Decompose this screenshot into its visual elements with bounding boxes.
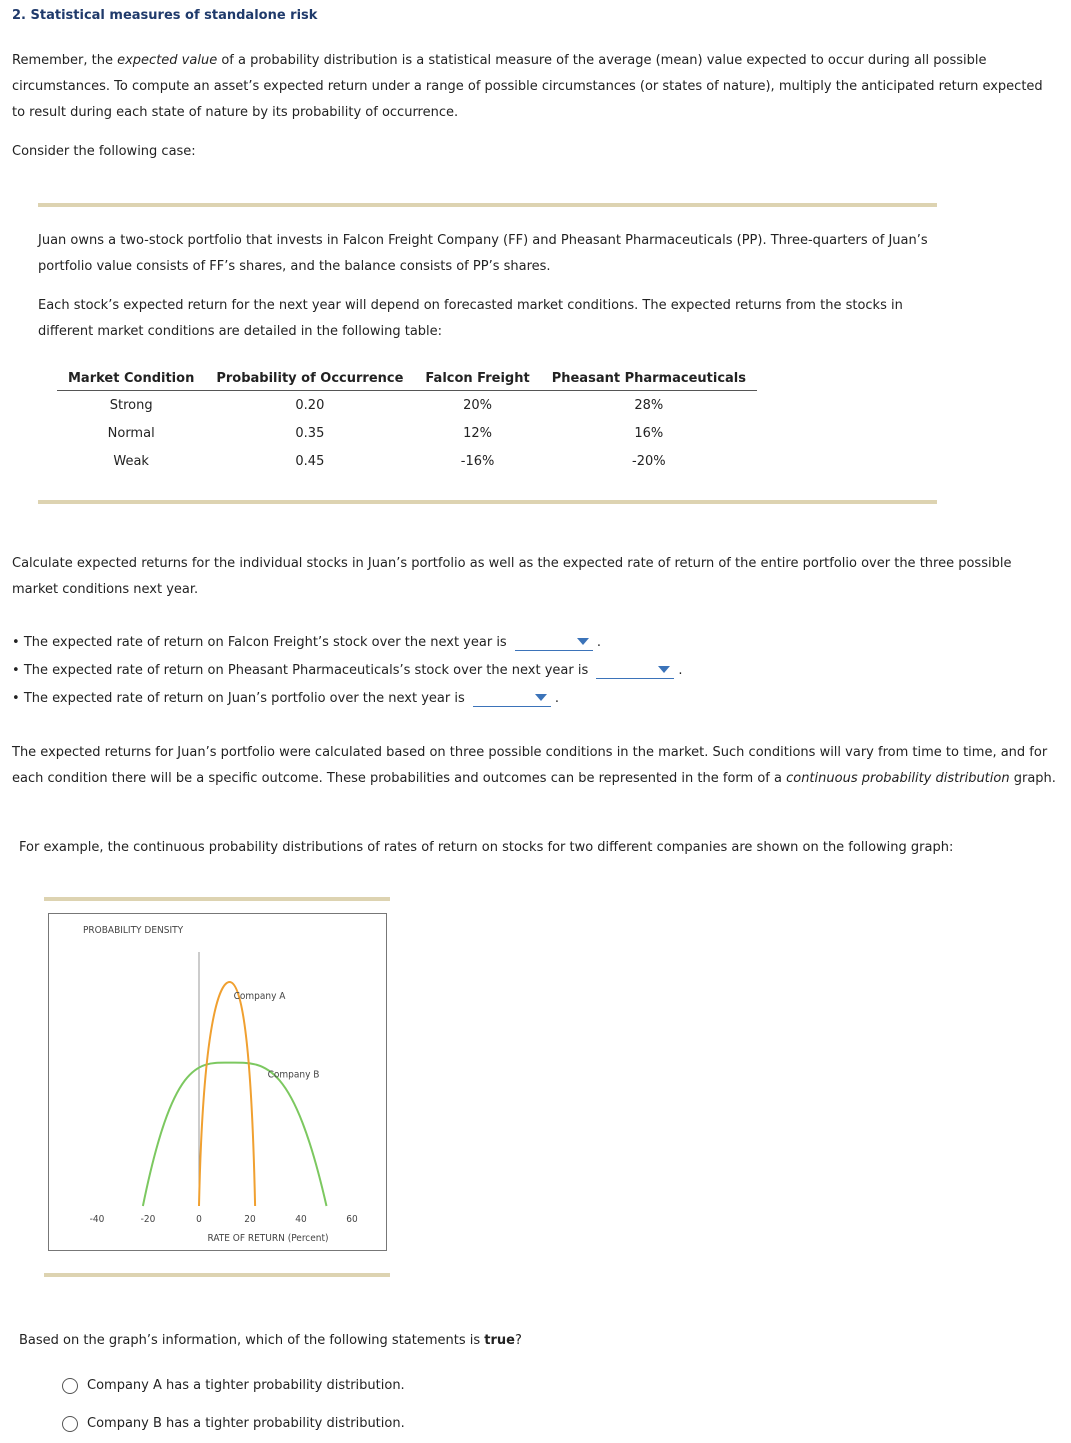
- continuous-text-2: graph.: [1009, 771, 1056, 786]
- intro-paragraph: [12, 48, 1052, 126]
- bullet-pp: • The expected rate of return on Pheasant Pharmaceuticals’s stock over the next year is .: [12, 663, 683, 678]
- x-tick-label: 40: [295, 1214, 307, 1225]
- case-paragraph-1: Juan owns a two-stock portfolio that invests in Falcon Freight Company (FF) and Pheasant Pharmaceuticals (PP). Three-quarters of Juan’s portfolio value consists of FF’s shares, and the balance consists of PP’s shares.: [38, 233, 928, 274]
- cell-condition: Weak: [113, 453, 149, 469]
- x-tick-label: -20: [140, 1214, 156, 1225]
- cell-condition: Strong: [109, 397, 153, 413]
- x-axis-label: RATE OF RETURN (Percent): [207, 1233, 329, 1244]
- question-bold: true: [484, 1333, 515, 1348]
- cell-probability: 0.20: [295, 397, 325, 413]
- bullet-portfolio-text: The expected rate of return on Juan’s portfolio over the next year is: [23, 691, 465, 706]
- intro-text-2: of a probability distribution is a statistical measure of the average (mean) value expected to occur during all possible circumstances. To compute an asset’s expected return under a range of possible circumstances (or states of nature), multiply the anticipated return expected to result during each state of nature by its probability of occurrence.: [12, 53, 1043, 120]
- option-a-label[interactable]: Company A has a tighter probability distribution.: [87, 1378, 405, 1393]
- company-a-label: Company A: [233, 991, 286, 1002]
- cell-ff: 12%: [463, 425, 493, 441]
- question-pre: Based on the graph’s information, which of the following statements is: [19, 1333, 485, 1348]
- example-text: For example, the continuous probability distributions of rates of return on stocks for two different companies are shown on the following graph:: [19, 840, 954, 855]
- continuous-emphasis: continuous probability distribution: [786, 771, 1010, 786]
- continuous-paragraph: [12, 740, 1057, 792]
- option-b-radio[interactable]: [62, 1416, 78, 1432]
- cell-pp: -20%: [632, 453, 666, 469]
- x-tick-label: -40: [89, 1214, 105, 1225]
- chevron-down-icon: [658, 666, 670, 673]
- cell-condition: Normal: [107, 425, 155, 441]
- y-axis-label: PROBABILITY DENSITY: [83, 925, 184, 936]
- cell-probability: 0.35: [295, 425, 325, 441]
- intro-text-1: Remember, the: [12, 53, 118, 68]
- company-b-curve: [143, 1063, 327, 1206]
- section-title: 2. Statistical measures of standalone risk: [12, 8, 318, 23]
- table-row: [57, 391, 757, 420]
- distribution-chart: [49, 914, 386, 1250]
- bullet-ff-text: The expected rate of return on Falcon Freight’s stock over the next year is: [23, 635, 507, 650]
- market-conditions-table: [57, 366, 757, 475]
- continuous-text-1: The expected returns for Juan’s portfolio were calculated based on three possible conditions in the market. Such conditions will vary from time to time, and for each condition there will be a specific outcome. These probabilities and outcomes can be represented in the form of a: [12, 745, 1048, 786]
- cell-ff: 20%: [463, 397, 493, 413]
- header-pheasant-pharma: Pheasant Pharmaceuticals: [541, 366, 757, 391]
- chevron-down-icon: [577, 638, 589, 645]
- cell-probability: 0.45: [295, 453, 325, 469]
- case-top-rule: [38, 203, 937, 207]
- consider-text: Consider the following case:: [12, 144, 196, 159]
- calc-instructions: Calculate expected returns for the individual stocks in Juan’s portfolio as well as the expected rate of return of the entire portfolio over the three possible market conditions next year.: [12, 556, 1012, 597]
- header-falcon-freight: Falcon Freight: [414, 366, 540, 391]
- option-b-label[interactable]: Company B has a tighter probability distribution.: [87, 1416, 405, 1431]
- table-header-row: [57, 366, 757, 391]
- period: .: [678, 663, 683, 678]
- option-a-radio[interactable]: [62, 1378, 78, 1394]
- pp-return-dropdown[interactable]: [596, 662, 674, 679]
- probability-graph: [48, 913, 387, 1251]
- cell-ff: -16%: [460, 453, 495, 469]
- bullet-ff: • The expected rate of return on Falcon Freight’s stock over the next year is .: [12, 635, 601, 650]
- portfolio-return-dropdown[interactable]: [473, 690, 551, 707]
- intro-emphasis: expected value: [117, 53, 218, 68]
- period: .: [554, 691, 559, 706]
- graph-top-rule: [44, 897, 390, 901]
- case-bottom-rule: [38, 500, 937, 504]
- ff-return-dropdown[interactable]: [515, 634, 593, 651]
- x-tick-label: 60: [346, 1214, 358, 1225]
- x-tick-label: 0: [196, 1214, 202, 1225]
- x-tick-label: 20: [244, 1214, 256, 1225]
- header-market-condition: Market Condition: [57, 366, 205, 391]
- question-post: ?: [514, 1333, 522, 1348]
- period: .: [596, 635, 601, 650]
- case-paragraph-2: Each stock’s expected return for the next year will depend on forecasted market conditions. The expected returns from the stocks in different market conditions are detailed in the following table:: [38, 298, 903, 339]
- graph-bottom-rule: [44, 1273, 390, 1277]
- question-text: [19, 1328, 1059, 1354]
- table-row: [57, 447, 757, 475]
- company-b-label: Company B: [267, 1069, 320, 1081]
- bullet-pp-text: The expected rate of return on Pheasant Pharmaceuticals’s stock over the next year is: [23, 663, 589, 678]
- company-a-curve: [199, 982, 255, 1206]
- bullet-portfolio: • The expected rate of return on Juan’s portfolio over the next year is .: [12, 691, 559, 706]
- chevron-down-icon: [535, 694, 547, 701]
- table-row: [57, 419, 757, 447]
- cell-pp: 16%: [634, 425, 664, 441]
- header-probability: Probability of Occurrence: [205, 366, 414, 391]
- cell-pp: 28%: [634, 397, 664, 413]
